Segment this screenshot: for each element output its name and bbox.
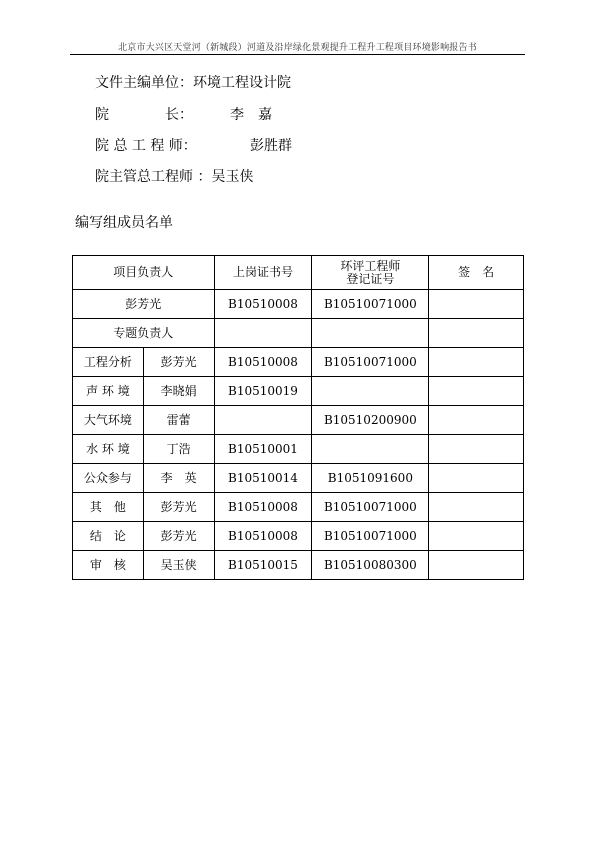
cell-cert: B10510015 (214, 551, 312, 580)
table-row-topic-lead-label (73, 319, 524, 348)
header-rule (70, 54, 525, 55)
cell-name: 彭芳光 (143, 493, 214, 522)
cell-signature (429, 290, 524, 319)
cell-signature (429, 522, 524, 551)
cell-topic: 大气环境 (73, 406, 144, 435)
info-row-supervising-engineer (95, 166, 253, 186)
info-label: 院 长： (95, 107, 193, 123)
table-row (73, 522, 524, 551)
col-header-eia-reg (312, 256, 429, 290)
cell-cert: B10510001 (214, 435, 312, 464)
col-header-eia-line1: 环评工程师 (340, 258, 401, 273)
col-header-project-lead: 项目负责人 (73, 256, 215, 290)
cell-signature (429, 551, 524, 580)
cell-name: 李晓娟 (143, 377, 214, 406)
col-header-eia-line2: 登记证号 (346, 271, 395, 286)
table-row (73, 406, 524, 435)
cell-signature (429, 435, 524, 464)
table-row (73, 464, 524, 493)
cell-cert (214, 319, 312, 348)
cell-topic: 结 论 (73, 522, 144, 551)
members-table (72, 255, 524, 580)
cell-name: 李 英 (143, 464, 214, 493)
cell-reg: B1051091600 (312, 464, 429, 493)
table-header-row (73, 256, 524, 290)
cell-signature (429, 348, 524, 377)
cell-signature (429, 319, 524, 348)
table-row (73, 493, 524, 522)
info-label: 院 总 工 程 师： (95, 138, 197, 154)
info-label: 文件主编单位： (95, 75, 193, 91)
cell-cert: B10510008 (214, 493, 312, 522)
info-row-editor (95, 72, 291, 92)
cell-name: 吴玉侠 (143, 551, 214, 580)
cell-reg (312, 435, 429, 464)
info-value: 李 嘉 (230, 107, 272, 123)
page-header: 北京市大兴区天堂河（新城段）河道及沿岸绿化景观提升工程升工程项目环境影响报告书 (118, 43, 477, 53)
cell-cert: B10510014 (214, 464, 312, 493)
info-row-president (95, 104, 272, 124)
cell-cert: B10510008 (214, 522, 312, 551)
cell-cert (214, 406, 312, 435)
cell-reg: B10510071000 (312, 290, 429, 319)
team-title: 编写组成员名单 (75, 215, 173, 231)
cell-cert: B10510008 (214, 290, 312, 319)
cell-name: 彭芳光 (143, 522, 214, 551)
cell-name: 彭芳光 (73, 290, 215, 319)
cell-signature (429, 377, 524, 406)
cell-name: 雷蕾 (143, 406, 214, 435)
table-row-lead (73, 290, 524, 319)
info-label: 院主管总工程师 ： (95, 169, 212, 185)
cell-reg (312, 319, 429, 348)
info-value: 环境工程设计院 (193, 75, 291, 91)
cell-reg: B10510071000 (312, 522, 429, 551)
table-row (73, 435, 524, 464)
cell-topic: 审 核 (73, 551, 144, 580)
cell-topic: 公众参与 (73, 464, 144, 493)
cell-topic: 其 他 (73, 493, 144, 522)
cell-cert: B10510019 (214, 377, 312, 406)
cell-name: 丁浩 (143, 435, 214, 464)
cell-reg: B10510071000 (312, 493, 429, 522)
cell-name: 彭芳光 (143, 348, 214, 377)
table-row (73, 551, 524, 580)
cell-reg: B10510200900 (312, 406, 429, 435)
table-row (73, 348, 524, 377)
table-row (73, 377, 524, 406)
cell-signature (429, 406, 524, 435)
cell-topic: 水 环 境 (73, 435, 144, 464)
cell-topic: 工程分析 (73, 348, 144, 377)
info-row-chief-engineer (95, 135, 292, 155)
cell-topic-lead-label: 专题负责人 (73, 319, 215, 348)
cell-reg: B10510071000 (312, 348, 429, 377)
col-header-signature: 签 名 (429, 256, 524, 290)
cell-topic: 声 环 境 (73, 377, 144, 406)
info-value: 彭胜群 (250, 138, 292, 154)
cell-cert: B10510008 (214, 348, 312, 377)
cell-signature (429, 464, 524, 493)
cell-reg: B10510080300 (312, 551, 429, 580)
col-header-cert: 上岗证书号 (214, 256, 312, 290)
cell-signature (429, 493, 524, 522)
cell-reg (312, 377, 429, 406)
info-value: 吴玉侠 (211, 169, 254, 185)
